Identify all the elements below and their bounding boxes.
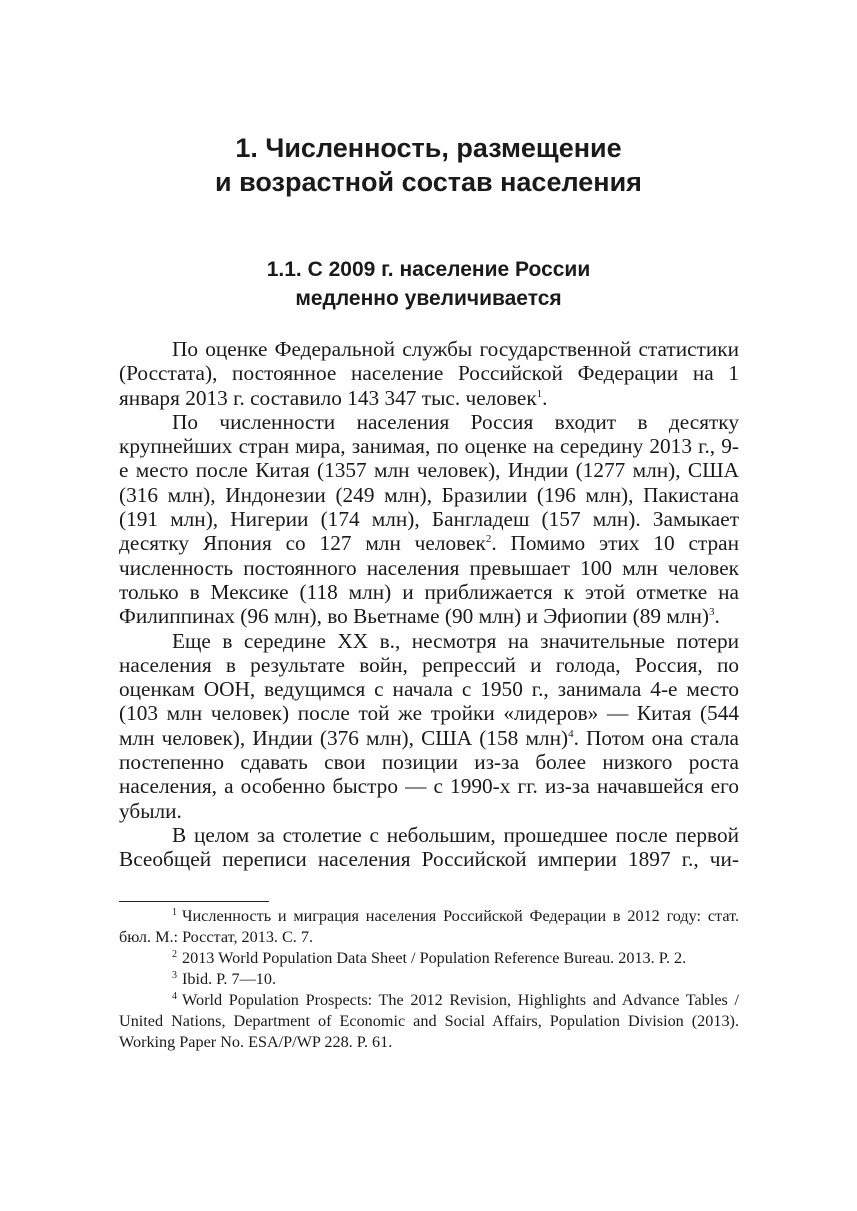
footnotes: [119, 906, 739, 1053]
footnote-mark: 4: [172, 990, 177, 1002]
footnote-ref-2: 2: [485, 533, 492, 546]
footnote-ref-4: 4: [568, 727, 574, 740]
footnote-mark: 2: [172, 948, 177, 960]
paragraph-1: По оценке Федеральной службы государственной статистики (Росстата), постоянное население Российской Федерации на 1 января 2013 г. составило 143 347 тыс. человек$^1$.: [119, 337, 739, 410]
footnote-mark: 1: [172, 906, 177, 918]
chapter-title: [0, 131, 857, 199]
chapter-title-line-2: и возрастной состав населения: [215, 167, 642, 197]
footnote-3: $^3$ Ibid. P. 7—10.: [172, 969, 276, 988]
footnote-4: $^4$ World Population Prospects: The 2012 Revision, Highlights and Advance Tables / United Nations, Department of Economic and Social Affairs, Population Division (2013). Working Paper No. ESA/P/WP 228. P. 61.: [119, 990, 739, 1051]
footnote-mark: 3: [172, 969, 177, 981]
body-text: [119, 337, 739, 872]
footnote-1: $^1$ Численность и миграция населения Российской Федерации в 2012 году: стат. бюл. М.: Росстат, 2013. С. 7.: [119, 906, 739, 946]
section-title: [0, 255, 857, 313]
footnote-ref-1: 1: [536, 387, 543, 400]
section-title-line-1: 1.1. С 2009 г. население России: [266, 258, 591, 281]
paragraph-2: По численности населения Россия входит в десятку крупнейших стран мира, занимая, по оценке на середину 2013 г., 9-е место после Китая (1357 млн человек), Индии (1277 млн), США (316 млн), Индонезии (249 млн), Бразилии (196 млн), Пакистана (191 млн), Нигерии (174 млн), Бангладеш (157 млн). Замыкает десятку Япония со 127 млн человек$^2$. Помимо этих 10 стран численность постоянного населения превышает 100 млн человек только в Мексике (118 млн) и приближается к этой отметке на Филиппинах (96 млн), во Вьетнаме (90 млн) и Эфиопии (89 млн)$^3$.: [119, 409, 739, 629]
paragraph-3: Еще в середине XX в., несмотря на значительные потери населения в результате войн, репрессий и голода, Россия, по оценкам ООН, ведущимся с начала с 1950 г., занимала 4-е место (103 млн человек) после той же тройки «лидеров» — Китая (544 млн человек), Индии (376 млн), США (158 млн)$^4$. Потом она стала постепенно сдавать свои позиции из-за более низкого роста населения, а особенно быстро — с 1990-х гг. из-за начавшейся его убыли.: [119, 628, 740, 823]
footnote-ref-3: 3: [708, 606, 715, 619]
footnote-divider: [119, 901, 269, 902]
chapter-title-line-1: 1. Численность, размещение: [235, 133, 622, 163]
footnote-2: $^2$ 2013 World Population Data Sheet / Population Reference Bureau. 2013. P. 2.: [172, 948, 687, 967]
paragraph-4: В целом за столетие с небольшим, прошедшее после первой Всеобщей переписи населения Российской империи 1897 г., чи-: [119, 822, 739, 872]
section-title-line-2: медленно увеличивается: [295, 287, 562, 310]
